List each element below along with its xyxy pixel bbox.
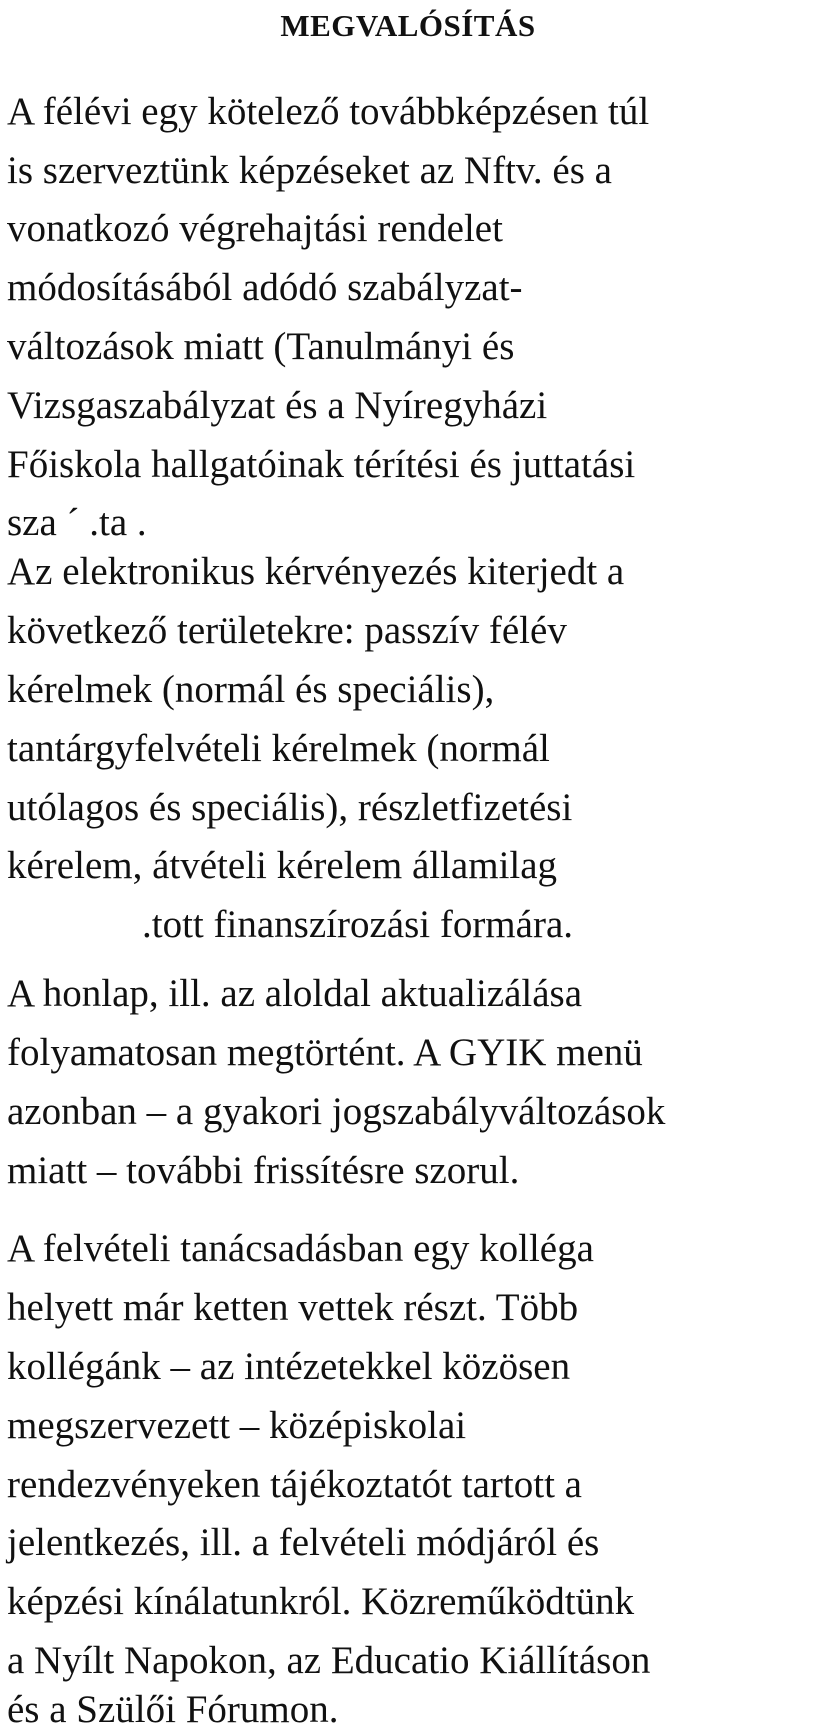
text-line: A felvételi tanácsadásban egy kolléga <box>7 1227 594 1270</box>
text-line: jelentkezés, ill. a felvételi módjáról és <box>7 1521 600 1564</box>
text-line: kérelem, átvételi kérelem államilag <box>7 844 558 887</box>
text-line: miatt – további frissítésre szorul. <box>7 1149 520 1192</box>
text-line: utólagos és speciális), részletfizetési <box>7 786 573 829</box>
text-line: folyamatosan megtörtént. A GYIK menü <box>7 1031 643 1074</box>
section-heading: MEGVALÓSÍTÁS <box>280 8 536 43</box>
text-line: kérelmek (normál és speciális), <box>7 668 495 711</box>
text-line: rendezvényeken tájékoztatót tartott a <box>7 1463 582 1506</box>
text-line: A félévi egy kötelező továbbképzésen túl <box>7 90 650 133</box>
text-line: változások miatt (Tanulmányi és <box>7 325 515 368</box>
text-line: helyett már ketten vettek részt. Több <box>7 1286 579 1329</box>
text-line: sza ´ .ta . <box>7 501 147 544</box>
text-line: módosításából adódó szabályzat- <box>7 266 523 309</box>
text-line: kollégánk – az intézetekkel közösen <box>7 1345 571 1388</box>
text-line: A honlap, ill. az aloldal aktualizálása <box>7 972 583 1015</box>
text-line: Főiskola hallgatóinak térítési és juttatási <box>7 443 636 486</box>
text-line: azonban – a gyakori jogszabályváltozások <box>7 1090 666 1133</box>
text-line: Az elektronikus kérvényezés kiterjedt a <box>7 550 625 593</box>
text-line: .tott finanszírozási formára. <box>142 903 573 946</box>
text-line: a Nyílt Napokon, az Educatio Kiállításon <box>7 1639 651 1682</box>
text-line: és a Szülői Fórumon. <box>7 1688 339 1731</box>
text-line: következő területekre: passzív félév <box>7 609 567 652</box>
text-line: megszervezett – középiskolai <box>7 1404 467 1447</box>
text-line: Vizsgaszabályzat és a Nyíregyházi <box>7 384 548 427</box>
text-line: vonatkozó végrehajtási rendelet <box>7 207 503 250</box>
text-line: tantárgyfelvételi kérelmek (normál <box>7 727 550 770</box>
text-line: képzési kínálatunkról. Közreműködtünk <box>7 1580 635 1623</box>
text-line: is szerveztünk képzéseket az Nftv. és a <box>7 149 612 192</box>
